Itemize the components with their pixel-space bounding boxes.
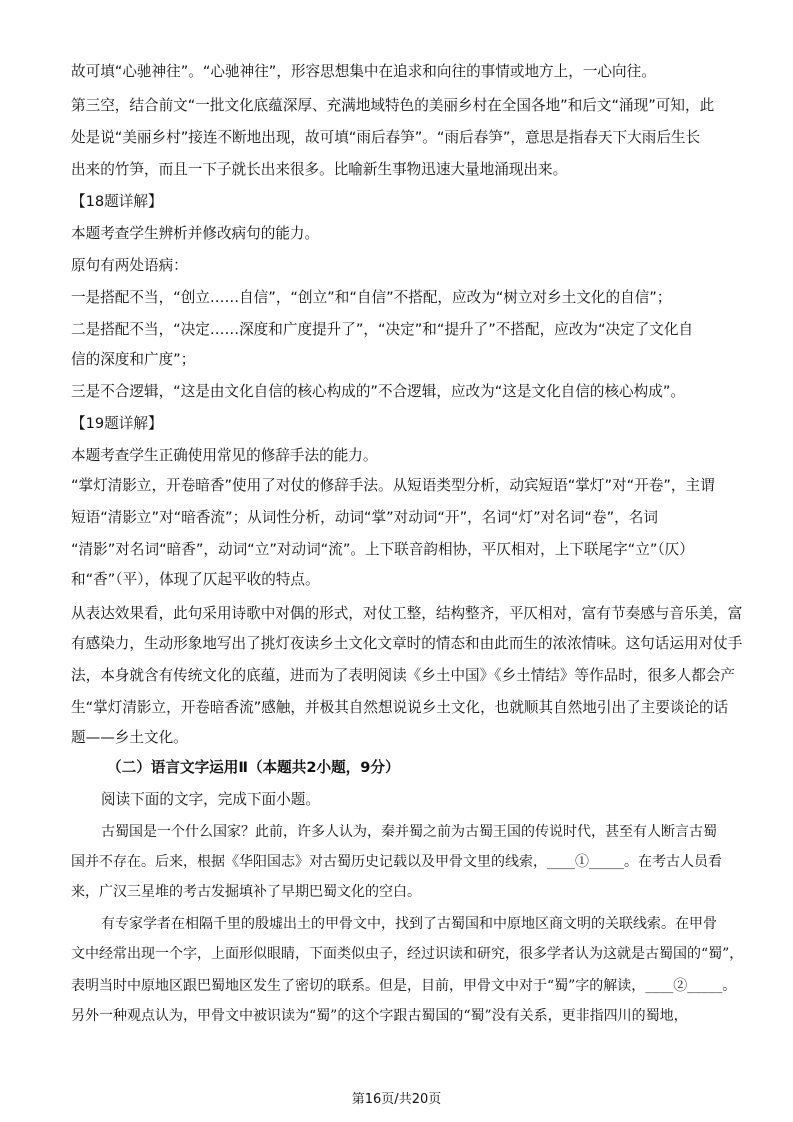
text-line: 短语“清影立”对“暗香流”；从词性分析，动词“掌”对动词“开”，名词“灯”对名词“卷”，名词 [71,509,658,526]
text-line: 本题考查学生正确使用常见的修辞手法的能力。 [71,447,378,464]
page-number: 第16页/共20页 [351,1092,442,1107]
text-line: 处是说“美丽乡村”接连不断地出现，故可填“雨后春笋”。“雨后春笋”，意思是指春天下大雨后生长 [71,129,701,146]
text-line: “清影”对名词“暗香”，动词“立”对动词“流”。上下联音韵相协，平仄相对，上下联尾字“立”（仄） [71,541,694,558]
passage-line: 有专家学者在相隔千里的殷墟出土的甲骨文中，找到了古蜀国和中原地区商文明的关联线索。在甲骨 [101,916,717,932]
passage-line: 另外一种观点认为，甲骨文中被识读为“蜀”的这个字跟古蜀国的“蜀”没有关系，更非指四川的蜀地， [71,1008,688,1024]
text-line: 有感染力，生动形象地写出了挑灯夜读乡土文化文章时的情态和由此而生的浓浓情味。这句话运用对仗手 [71,635,743,652]
text-line: 出来的竹笋，而且一下子就长出来很多。比喻新生事物迅速大量地涌现出来。 [71,161,568,178]
text-line: 三是不合逻辑，“这是由文化自信的核心构成的”不合逻辑，应改为“这是文化自信的核心构成”。 [71,383,685,400]
subheading-19: 【19题详解】 [71,415,163,432]
text-line: 本题考查学生辨析并修改病句的能力。 [71,225,320,242]
passage-line: 古蜀国是一个什么国家？此前，许多人认为，秦并蜀之前为古蜀王国的传说时代，甚至有人断言古蜀 [101,824,717,840]
text-line: 故可填“心驰神往”。“心驰神往”，形容思想集中在追求和向往的事情或地方上，一心向往。 [71,63,656,80]
passage-line: 来，广汉三星堆的考古发掘填补了早期巴蜀文化的空白。 [71,884,421,900]
text-line: 和“香”（平），体现了仄起平收的特点。 [71,571,320,588]
text-line: “掌灯清影立，开卷暗香”使用了对仗的修辞手法。从短语类型分析，动宾短语“掌灯”对“开卷”，主谓 [71,477,715,494]
passage-line: 文中经常出现一个字，上面形似眼睛，下面类似虫子，经过识读和研究，很多学者认为这就是古蜀国的“蜀”， [71,946,744,962]
passage-line: 国并不存在。后来，根据《华阳国志》对古蜀历史记载以及甲骨文里的线索，____①_____。在考古人员看 [71,854,722,870]
text-line: 从表达效果看，此句采用诗歌中对偶的形式，对仗工整，结构整齐，平仄相对，富有节奏感与音乐美，富 [71,605,743,622]
text-line: 生“掌灯清影立，开卷暗香流”感触，并极其自然想说说乡土文化，也就顺其自然地引出了主要谈论的话 [71,699,729,716]
text-line: 原句有两处语病： [71,257,188,274]
subheading-18: 【18题详解】 [71,193,163,210]
text-line: 信的深度和广度”； [71,351,196,368]
section-heading: （二）语言文字运用Ⅱ（本题共2小题，9分） [107,759,400,776]
passage-line: 表明当时中原地区跟巴蜀地区发生了密切的联系。但是，目前，甲骨文中对于“蜀”字的解读，____②_____。 [71,978,737,994]
text-line: 一是搭配不当，“创立……自信”，“创立”和“自信”不搭配，应改为“树立对乡土文化的自信”； [71,289,672,306]
instruction-text: 阅读下面的文字，完成下面小题。 [101,791,320,808]
text-line: 法，本身就含有传统文化的底蕴，进而为了表明阅读《乡土中国》《乡土情结》等作品时，很多人都会产 [71,667,736,684]
text-line: 题——乡土文化。 [71,729,188,746]
text-line: 第三空，结合前文“一批文化底蕴深厚、充满地域特色的美丽乡村在全国各地”和后文“涌现”可知，此 [71,97,715,114]
text-line: 二是搭配不当，“决定……深度和广度提升了”，“决定”和“提升了”不搭配，应改为“决定了文化自 [71,321,694,338]
